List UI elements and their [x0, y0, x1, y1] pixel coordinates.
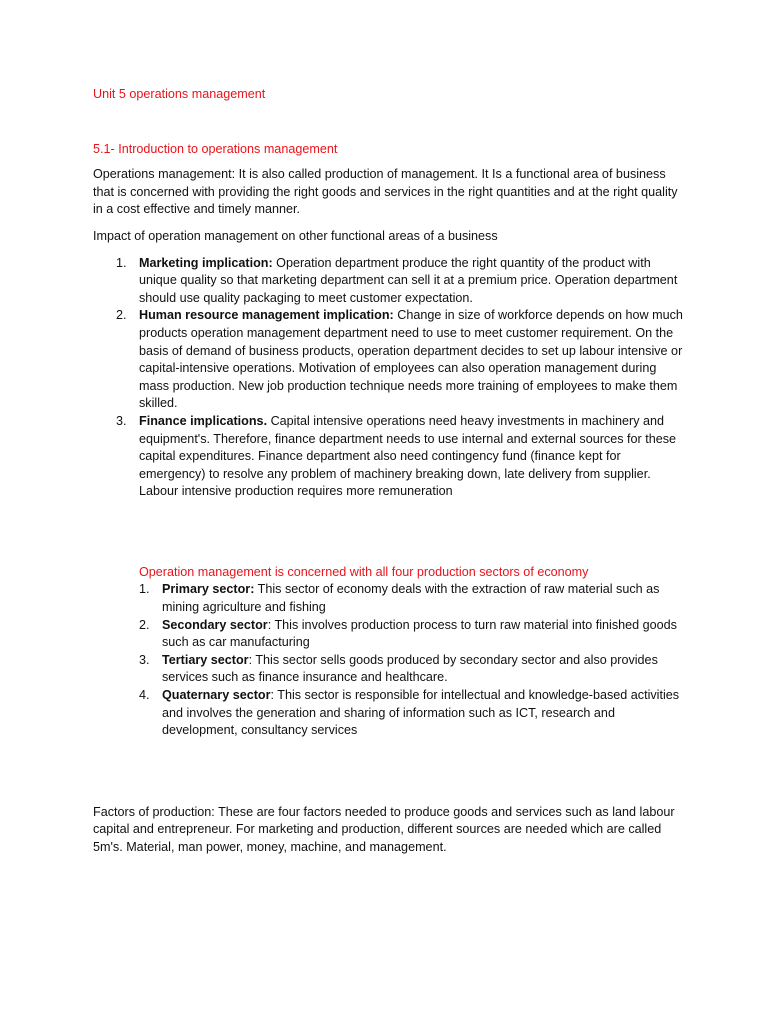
- list-number: 3.: [116, 413, 127, 428]
- impact-intro: Impact of operation management on other functional areas of a business: [93, 228, 498, 243]
- list-item-text: This sector of economy deals with the extraction of raw material such as mining agriculture and fishing: [162, 582, 660, 615]
- list-item-label: Tertiary sector: [162, 652, 249, 667]
- list-item-text: : This involves production process to turn raw material into finished goods such as car manufacturing: [162, 617, 677, 650]
- list-item: [139, 687, 683, 740]
- document-body: [93, 86, 683, 857]
- list-number: 2.: [139, 617, 150, 632]
- list-item-label: Marketing implication:: [139, 255, 273, 270]
- definition-paragraph: Operations management: It is also called production of management. It Is a functional area of business that is concerned with providing the right goods and services in the right quantities and at the right quality in a cost effective and timely manner.: [93, 167, 678, 217]
- list-item-text: Operation department produce the right quantity of the product with unique quality so that marketing department can sell it at a premium price. Operation department should use quality packaging to meet customer expectation.: [139, 255, 678, 305]
- list-item: [93, 255, 683, 308]
- list-item: [93, 307, 683, 413]
- list-item-text: Capital intensive operations need heavy investments in machinery and equipment's. Therefore, finance department needs to use internal and external sources for these capital expenditures. Finance department also need contingency fund (finance kept for emergency) to resolve any problem of machinery breaking down, late delivery from supplier. Labour intensive production requires more remuneration: [139, 413, 677, 499]
- sectors-list: [139, 581, 683, 739]
- unit-title: Unit 5 operations management: [93, 87, 266, 101]
- list-item-text: Change in size of workforce depends on how much products operation management department need to use to meet customer requirement. On the basis of demand of business products, operation department decides to set up labour intensive or capital-intensive operations. Motivation of employees can also operation management during mass production. New job production technique needs more training of employees to make them skilled.: [139, 308, 683, 411]
- list-number: 2.: [116, 308, 127, 323]
- list-item-label: Primary sector:: [162, 582, 255, 597]
- list-item: [139, 581, 683, 616]
- list-number: 1.: [116, 255, 127, 270]
- list-item-label: Human resource management implication:: [139, 308, 394, 323]
- list-item: [139, 617, 683, 652]
- list-item: [139, 652, 683, 687]
- list-number: 1.: [139, 582, 150, 597]
- list-number: 4.: [139, 688, 150, 703]
- impact-list: [93, 255, 683, 501]
- sectors-heading: Operation management is concerned with all four production sectors of economy: [139, 564, 589, 579]
- factors-paragraph: Factors of production: These are four factors needed to produce goods and services such as land labour capital and entrepreneur. For marketing and production, different sources are needed which are called 5m's. Material, man power, money, machine, and management.: [93, 804, 675, 854]
- list-item-text: : This sector is responsible for intellectual and knowledge-based activities and involves the generation and sharing of information such as ICT, research and development, consultancy services: [162, 688, 680, 738]
- list-item-text: : This sector sells goods produced by secondary sector and also provides services such as finance insurance and healthcare.: [162, 652, 658, 685]
- section-title: 5.1- Introduction to operations management: [93, 141, 338, 156]
- list-item-label: Secondary sector: [162, 617, 268, 632]
- list-item: [93, 413, 683, 501]
- sectors-section: [93, 564, 683, 740]
- list-number: 3.: [139, 652, 150, 667]
- list-item-label: Finance implications.: [139, 413, 268, 428]
- list-item-label: Quaternary sector: [162, 688, 271, 703]
